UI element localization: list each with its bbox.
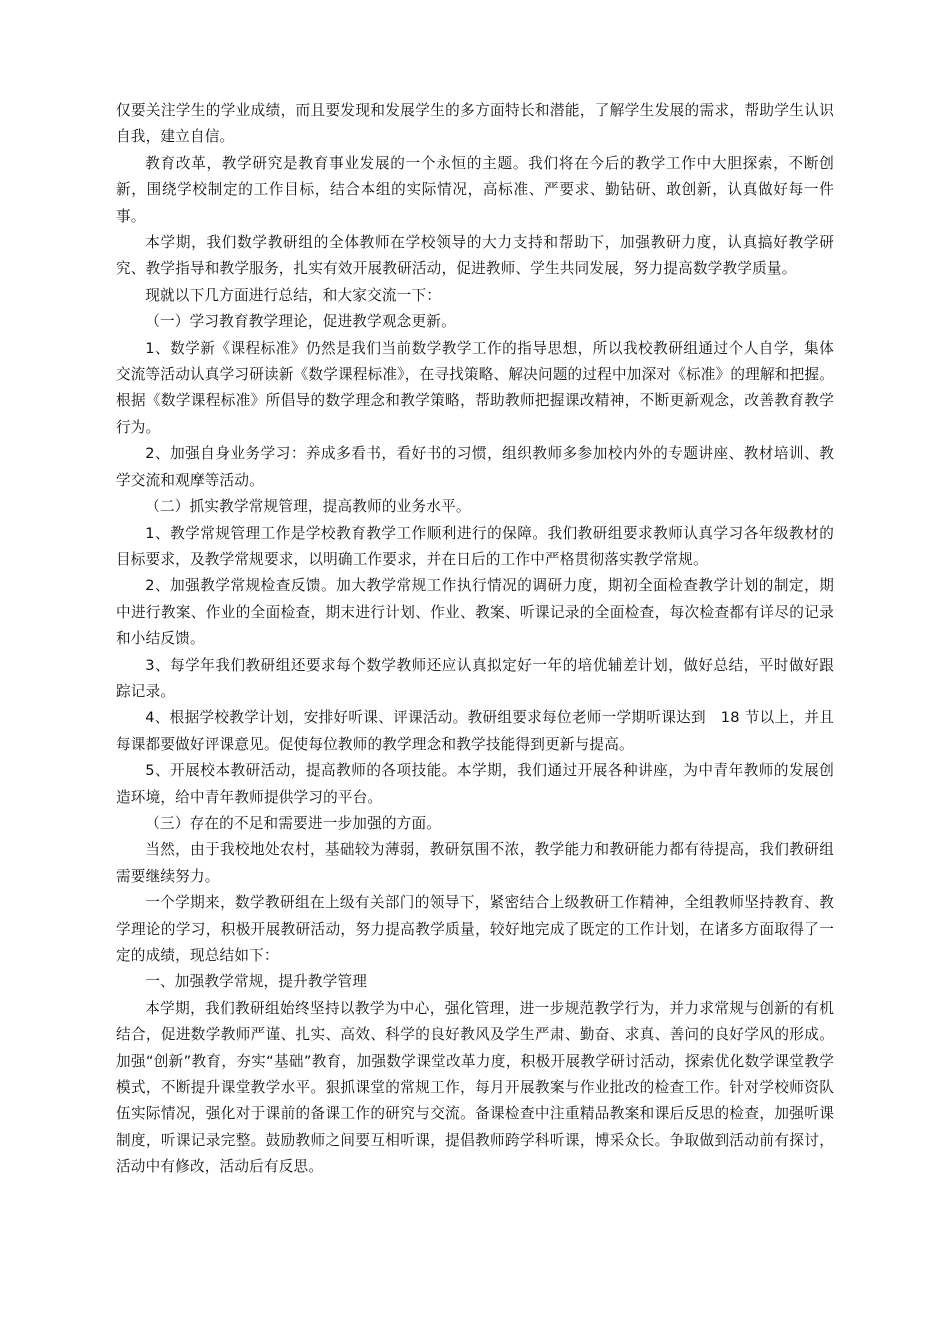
paragraph: 2、加强教学常规检查反馈。加大教学常规工作执行情况的调研力度，期初全面检查教学计划的制定，期中进行教案、作业的全面检查，期末进行计划、作业、教案、听课记录的全面检查，每次检查都有详尽的记录和小结反馈。 [116,577,834,648]
paragraph: 3、每学年我们教研组还要求每个数学教师还应认真拟定好一年的培优辅差计划，做好总结，平时做好跟踪记录。 [116,656,834,700]
section-heading: （二）抓实教学常规管理，提高教师的业务水平。 [145,498,471,516]
section-heading: 一、加强教学常规，提升教学管理 [145,973,368,991]
section-heading: （一）学习教育教学理论，促进教学观念更新。 [145,313,456,331]
document-body [116,98,834,1181]
paragraph: 教育改革，教学研究是教育事业发展的一个永恒的主题。我们将在今后的教学工作中大胆探索，不断创新，围绕学校制定的工作目标，结合本组的实际情况，高标准、严要求、勤钻研、敢创新，认真做好每一件事。 [116,154,834,225]
paragraph: 现就以下几方面进行总结，和大家交流一下： [145,286,442,304]
paragraph: 一个学期来，数学教研组在上级有关部门的领导下，紧密结合上级教研工作精神，全组教师坚持教育、教学理论的学习，积极开展教研活动，努力提高教学质量，较好地完成了既定的工作计划，在诸多方面取得了一定的成绩，现总结如下： [116,894,834,964]
section-heading: （三）存在的不足和需要进一步加强的方面。 [145,814,442,832]
paragraph: 当然，由于我校地处农村，基础较为薄弱，教研氛围不浓，教学能力和教研能力都有待提高，我们教研组需要继续努力。 [116,841,834,885]
paragraph: 本学期，我们教研组始终坚持以教学为中心，强化管理，进一步规范教学行为，并力求常规与创新的有机结合，促进数学教师严谨、扎实、高效、科学的良好教风及学生严肃、勤奋、求真、善问的良好学风的形成。加强“创新”教育，夯实“基础”教育，加强数学课堂改革力度，积极开展教学研讨活动，探索优化数学课堂教学模式，不断提升课堂教学水平。狠抓课堂的常规工作，每月开展教案与作业批改的检查工作。针对学校师资队伍实际情况，强化对于课前的备课工作的研究与交流。备课检查中注重精品教案和课后反思的检查，加强听课制度，听课记录完整。鼓励教师之间要互相听课，提倡教师跨学科听课，博采众长。争取做到活动前有探讨，活动中有修改，活动后有反思。 [116,999,834,1176]
paragraph: 仅要关注学生的学业成绩，而且要发现和发展学生的多方面特长和潜能，了解学生发展的需求，帮助学生认识自我，建立自信。 [116,102,834,146]
paragraph: 5、开展校本教研活动，提高教师的各项技能。本学期，我们通过开展各种讲座，为中青年教师的发展创造环境，给中青年教师提供学习的平台。 [116,762,834,806]
paragraph: 本学期，我们数学教研组的全体教师在学校领导的大力支持和帮助下，加强教研力度，认真搞好教学研究、教学指导和教学服务，扎实有效开展教研活动，促进教师、学生共同发展，努力提高数学教学质量。 [116,234,834,278]
paragraph: 2、加强自身业务学习：养成多看书，看好书的习惯，组织教师多参加校内外的专题讲座、教材培训、教学交流和观摩等活动。 [116,445,834,489]
paragraph: 4、根据学校教学计划，安排好听课、评课活动。教研组要求每位老师一学期听课达到 18 节以上，并且每课都要做好评课意见。促使每位教师的教学理念和教学技能得到更新与提高。 [116,709,834,753]
paragraph: 1、数学新《课程标准》仍然是我们当前数学教学工作的指导思想，所以我校教研组通过个人自学，集体交流等活动认真学习研读新《数学课程标准》，在寻找策略、解决问题的过程中加深对《标准》的理解和把握。根据《数学课程标准》所倡导的数学理念和教学策略，帮助教师把握课改精神，不断更新观念，改善教育教学行为。 [116,339,834,436]
paragraph: 1、教学常规管理工作是学校教育教学工作顺利进行的保障。我们教研组要求教师认真学习各年级教材的目标要求，及教学常规要求，以明确工作要求，并在日后的工作中严格贯彻落实教学常规。 [116,524,834,568]
